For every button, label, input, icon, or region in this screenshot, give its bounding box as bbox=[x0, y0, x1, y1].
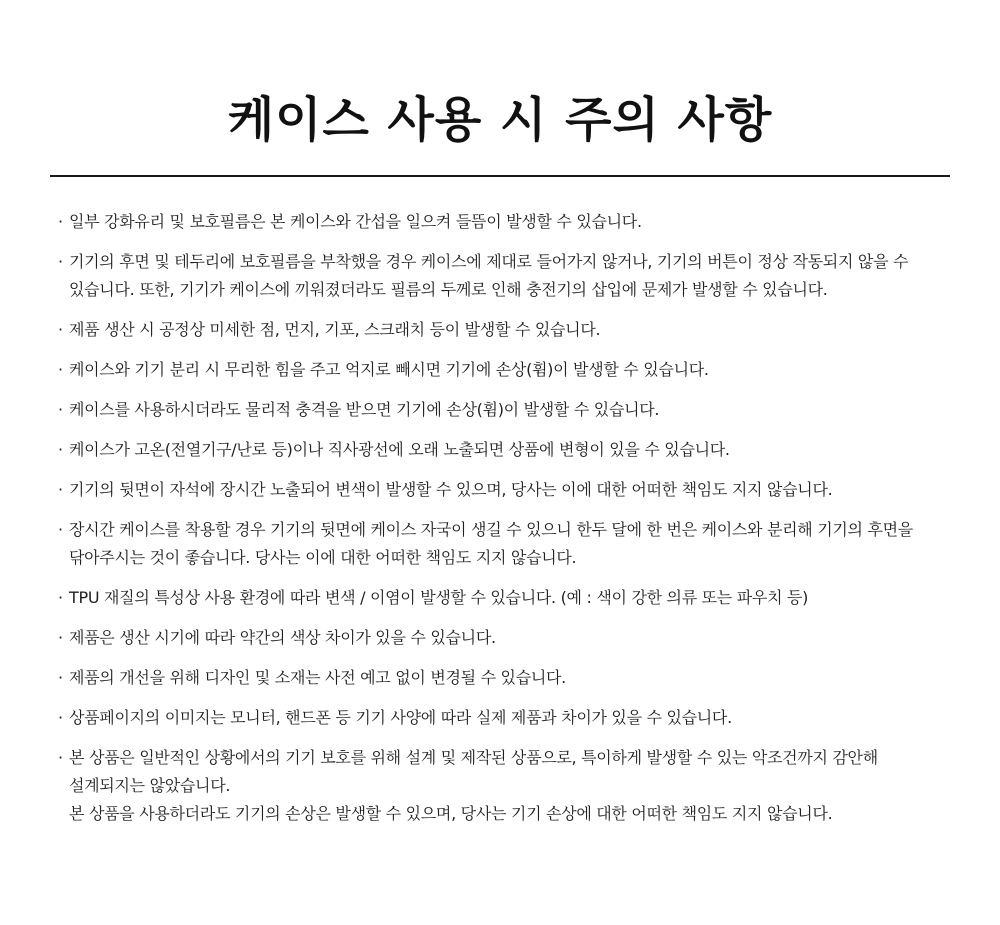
notice-text: 닦아주시는 것이 좋습니다. 당사는 이에 대한 어떠한 책임도 지지 않습니다. bbox=[69, 548, 577, 567]
notice-item bbox=[58, 436, 958, 464]
bullet-marker: · bbox=[58, 400, 63, 419]
notice-item bbox=[58, 584, 958, 612]
bullet-marker: · bbox=[58, 588, 63, 607]
notice-text: TPU 재질의 특성상 사용 환경에 따라 변색 / 이염이 발생할 수 있습니다. (예 : 색이 강한 의류 또는 파우치 등) bbox=[69, 588, 809, 607]
notice-text: 본 상품을 사용하더라도 기기의 손상은 발생할 수 있으며, 당사는 기기 손상에 대한 어떠한 책임도 지지 않습니다. bbox=[69, 804, 833, 823]
page-title: 케이스 사용 시 주의 사항 bbox=[227, 92, 773, 148]
notice-item bbox=[58, 248, 958, 304]
notice-text: 본 상품은 일반적인 상황에서의 기기 보호를 위해 설계 및 제작된 상품으로, 특이하게 발생할 수 있는 악조건까지 감안해 bbox=[69, 748, 878, 767]
notice-item bbox=[58, 396, 958, 424]
notice-item bbox=[58, 624, 958, 652]
notice-text: 제품은 생산 시기에 따라 약간의 색상 차이가 있을 수 있습니다. bbox=[69, 628, 496, 647]
bullet-marker: · bbox=[58, 320, 63, 339]
bullet-marker: · bbox=[58, 748, 63, 767]
notice-text: 상품페이지의 이미지는 모니터, 핸드폰 등 기기 사양에 따라 실제 제품과 차이가 있을 수 있습니다. bbox=[69, 708, 732, 727]
bullet-marker: · bbox=[58, 668, 63, 687]
notice-text: 장시간 케이스를 착용할 경우 기기의 뒷면에 케이스 자국이 생길 수 있으니 한두 달에 한 번은 케이스와 분리해 기기의 후면을 bbox=[69, 520, 913, 539]
notice-item bbox=[58, 476, 958, 504]
notice-text: 있습니다. 또한, 기기가 케이스에 끼워졌더라도 필름의 두께로 인해 충전기의 삽입에 문제가 발생할 수 있습니다. bbox=[69, 280, 828, 299]
bullet-marker: · bbox=[58, 252, 63, 271]
title-divider bbox=[50, 175, 950, 177]
bullet-marker: · bbox=[58, 360, 63, 379]
notice-text: 제품의 개선을 위해 디자인 및 소재는 사전 예고 없이 변경될 수 있습니다. bbox=[69, 668, 566, 687]
bullet-marker: · bbox=[58, 520, 63, 539]
notice-list bbox=[58, 208, 958, 840]
bullet-marker: · bbox=[58, 212, 63, 231]
notice-item bbox=[58, 316, 958, 344]
bullet-marker: · bbox=[58, 628, 63, 647]
notice-text: 제품 생산 시 공정상 미세한 점, 먼지, 기포, 스크래치 등이 발생할 수 있습니다. bbox=[69, 320, 601, 339]
bullet-marker: · bbox=[58, 480, 63, 499]
notice-text: 일부 강화유리 및 보호필름은 본 케이스와 간섭을 일으켜 들뜸이 발생할 수 있습니다. bbox=[69, 212, 642, 231]
notice-text: 케이스를 사용하시더라도 물리적 충격을 받으면 기기에 손상(휨)이 발생할 수 있습니다. bbox=[69, 400, 660, 419]
bullet-marker: · bbox=[58, 440, 63, 459]
notice-text: 설계되지는 않았습니다. bbox=[69, 776, 231, 795]
notice-item bbox=[58, 704, 958, 732]
notice-text: 기기의 뒷면이 자석에 장시간 노출되어 변색이 발생할 수 있으며, 당사는 이에 대한 어떠한 책임도 지지 않습니다. bbox=[69, 480, 833, 499]
notice-item bbox=[58, 208, 958, 236]
notice-text: 케이스와 기기 분리 시 무리한 힘을 주고 억지로 빼시면 기기에 손상(휨)이 발생할 수 있습니다. bbox=[69, 360, 709, 379]
notice-item bbox=[58, 516, 958, 572]
bullet-marker: · bbox=[58, 708, 63, 727]
notice-item bbox=[58, 664, 958, 692]
notice-item bbox=[58, 356, 958, 384]
notice-text: 케이스가 고온(전열기구/난로 등)이나 직사광선에 오래 노출되면 상품에 변형이 있을 수 있습니다. bbox=[69, 440, 730, 459]
notice-item bbox=[58, 744, 958, 828]
notice-text: 기기의 후면 및 테두리에 보호필름을 부착했을 경우 케이스에 제대로 들어가지 않거나, 기기의 버튼이 정상 작동되지 않을 수 bbox=[69, 252, 909, 271]
